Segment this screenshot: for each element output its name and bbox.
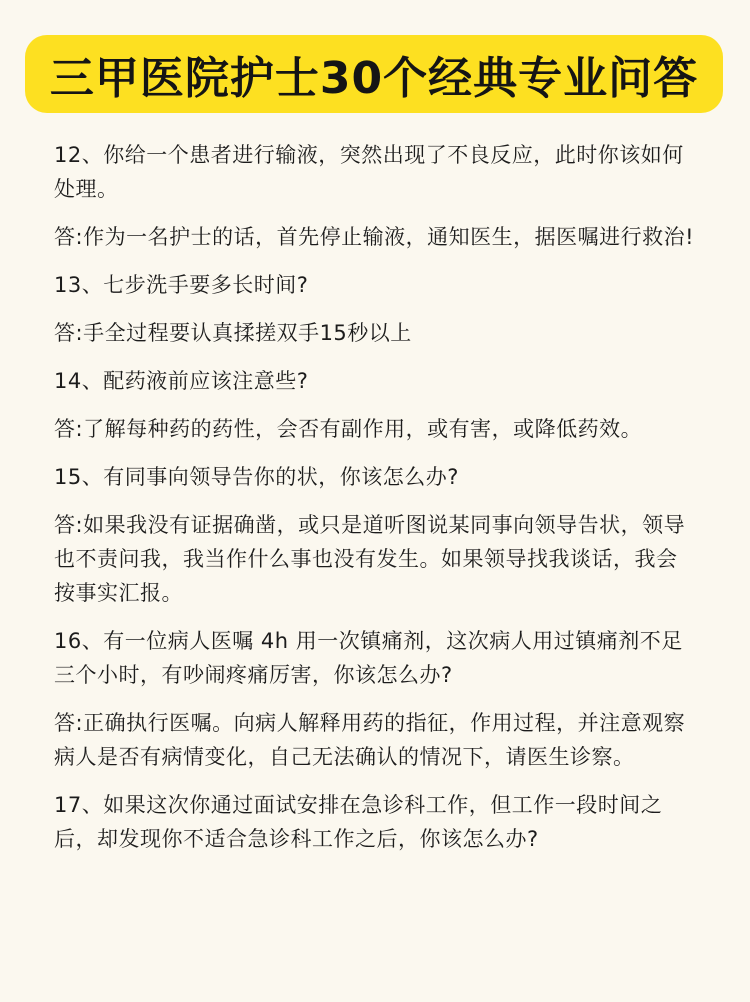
- title-banner: [25, 35, 723, 113]
- answer-13: 答:手全过程要认真揉搓双手15秒以上: [54, 321, 412, 345]
- answer-16: 答:正确执行医嘱。向病人解释用药的指征，作用过程，并注意观察病人是否有病情变化，自己无法确认的情况下，请医生诊察。: [54, 711, 686, 769]
- question-15: 15、有同事向领导告你的状，你该怎么办?: [54, 465, 459, 489]
- answer-12: 答:作为一名护士的话，首先停止输液，通知医生，据医嘱进行救治!: [54, 225, 694, 249]
- page-title: 三甲医院护士30个经典专业问答: [49, 53, 699, 104]
- question-16: 16、有一位病人医嘱 4h 用一次镇痛剂，这次病人用过镇痛剂不足三个小时，有吵闹疼痛厉害，你该怎么办?: [54, 629, 683, 687]
- question-17: 17、如果这次你通过面试安排在急诊科工作，但工作一段时间之后，却发现你不适合急诊科工作之后，你该怎么办?: [54, 793, 663, 851]
- question-13: 13、七步洗手要多长时间?: [54, 273, 309, 297]
- question-12: 12、你给一个患者进行输液，突然出现了不良反应，此时你该如何处理。: [54, 143, 684, 201]
- answer-15: 答:如果我没有证据确凿，或只是道听图说某同事向领导告状，领导也不责问我，我当作什么事也没有发生。如果领导找我谈话，我会按事实汇报。: [54, 513, 686, 605]
- qa-content: [54, 138, 694, 870]
- question-14: 14、配药液前应该注意些?: [54, 369, 309, 393]
- answer-14: 答:了解每种药的药性，会否有副作用，或有害，或降低药效。: [54, 417, 643, 441]
